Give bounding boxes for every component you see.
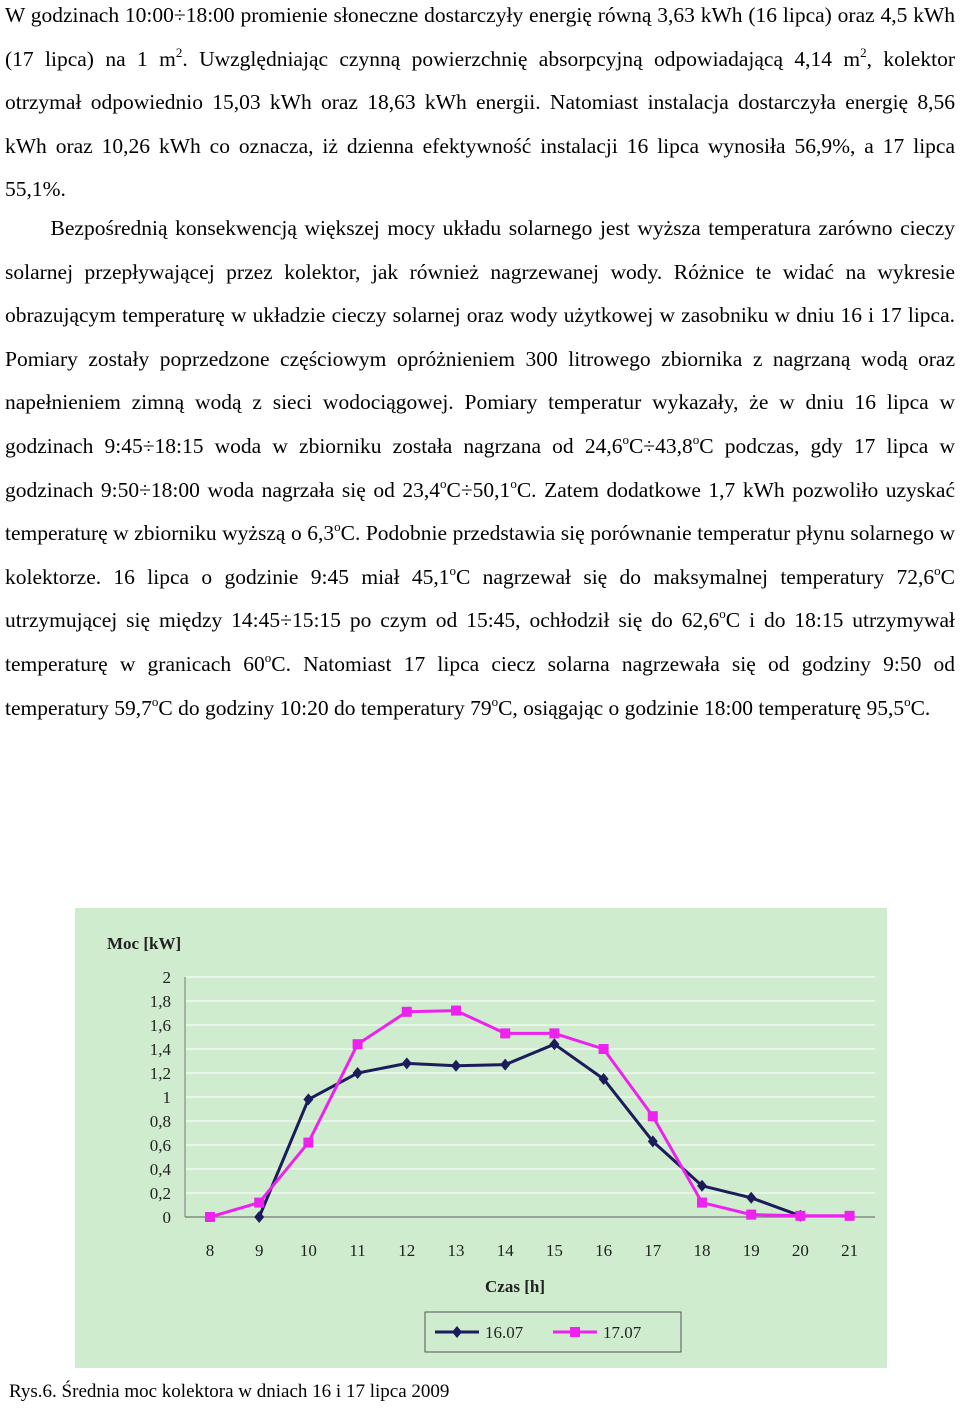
y-tick-label: 0,2	[149, 1184, 171, 1203]
degree-mark: o	[904, 693, 911, 709]
x-tick-label: 13	[447, 1241, 465, 1260]
text: C.	[910, 695, 931, 720]
data-point-square	[599, 1044, 609, 1054]
y-tick-label: 1	[162, 1088, 171, 1107]
text: C, osiągając o godzinie 18:00 temperaturę 95,5	[498, 695, 905, 720]
legend-label: 17.07	[603, 1323, 642, 1342]
text: C do godziny 10:20 do temperatury 79	[158, 695, 492, 720]
text: C. Zatem dodatkowe 1,7 kWh pozwoliło uzyskać temperaturę w zbiorniku wyższą o 6,3	[5, 477, 955, 546]
power-chart-svg	[75, 908, 887, 1368]
x-tick-label: 17	[644, 1241, 662, 1260]
x-tick-label: 9	[254, 1241, 264, 1260]
y-tick-label: 1,8	[149, 992, 171, 1011]
paragraph-energy-text-2: . Uwzględniając czynną powierzchnię absorpcyjną odpowiadającą 4,14 m	[182, 46, 861, 71]
y-tick-label: 0,6	[149, 1136, 171, 1155]
x-tick-label: 12	[398, 1241, 416, 1260]
degree-mark: o	[449, 562, 457, 578]
data-point-diamond	[402, 1057, 412, 1069]
data-point-square	[549, 1028, 559, 1038]
text: C i do 18:15 utrzymywał temperaturę w granicach 60	[5, 608, 955, 676]
text: C utrzymującej się między 14:45÷15:15 po czym od 15:45, ochłodził się do 62,6	[5, 564, 955, 633]
data-point-diamond	[303, 1093, 313, 1105]
x-tick-label: 15	[545, 1241, 563, 1260]
figure-caption: Rys.6. Średnia moc kolektora w dniach 16 i 17 lipca 2009	[9, 1381, 450, 1402]
degree-mark: o	[934, 562, 941, 578]
text: Bezpośrednią konsekwencją większej mocy układu solarnego jest wyższa temperatura zarówno cieczy solarnej przepływającej przez kolektor, jak również nagrzewanej wody. Różnice te widać na wykresie obrazującym temperaturę w układzie cieczy solarnej oraz wody użytkowej w zasobniku w dniu 16 i 17 lipca. Pomiary zostały poprzedzone częściowym opróżnieniem 300 litrowego zbiornika z nagrzaną wodą oraz napełnieniem zimną wodą z sieci wodociągowej. Pomiary temperatur wykazały, że w dniu 16 lipca w godzinach 9:45÷18:15 woda w zbiorniku została nagrzana od 24,6	[5, 216, 955, 458]
text: C podczas, gdy 17 lipca w godzinach 9:50÷18:00 woda nagrzała się od 23,4	[5, 433, 955, 502]
superscript-2: 2	[860, 44, 867, 60]
series-line-16.07	[259, 1044, 800, 1217]
x-tick-label: 16	[595, 1241, 613, 1260]
data-point-square	[451, 1006, 461, 1016]
degree-mark: o	[510, 475, 517, 491]
data-point-square	[795, 1211, 805, 1221]
data-point-square	[697, 1198, 707, 1208]
legend-marker-square	[570, 1327, 580, 1337]
x-tick-label: 20	[791, 1241, 809, 1260]
text: C÷43,8	[628, 433, 693, 458]
series-line-17.07	[210, 1011, 850, 1217]
data-point-diamond	[746, 1192, 756, 1204]
degree-mark: o	[334, 519, 341, 535]
data-point-diamond	[353, 1067, 363, 1079]
data-point-square	[746, 1210, 756, 1220]
degree-mark: o	[692, 431, 700, 447]
degree-mark: o	[622, 431, 629, 447]
x-axis-title: Czas [h]	[485, 1277, 545, 1296]
data-point-square	[254, 1198, 264, 1208]
power-chart	[75, 908, 887, 1368]
degree-mark: o	[491, 693, 499, 709]
data-point-square	[402, 1007, 412, 1017]
y-tick-label: 0,8	[149, 1112, 171, 1131]
y-tick-label: 0	[162, 1208, 171, 1227]
legend-label: 16.07	[485, 1323, 524, 1342]
x-tick-label: 14	[496, 1241, 514, 1260]
degree-mark: o	[264, 649, 272, 665]
x-tick-label: 11	[349, 1241, 366, 1260]
data-point-square	[205, 1212, 215, 1222]
degree-mark: o	[151, 693, 159, 709]
legend-marker-diamond	[452, 1326, 462, 1338]
data-point-square	[648, 1111, 658, 1121]
data-point-square	[845, 1211, 855, 1221]
x-tick-label: 21	[841, 1241, 859, 1260]
paragraph-energy-text-3: , kolektor otrzymał odpowiednio 15,03 kWh oraz 18,63 kWh energii. Natomiast instalacja dostarczyła energię 8,56 kWh oraz 10,26 kWh co oznacza, iż dzienna efektywność instalacji 16 lipca wynosiła 56,9%, a 17 lipca 55,1%.	[5, 46, 955, 202]
degree-mark: o	[440, 475, 447, 491]
y-tick-label: 2	[162, 968, 171, 987]
data-point-square	[353, 1039, 363, 1049]
paragraph-energy-text-1: W godzinach 10:00÷18:00 promienie słoneczne dostarczyły energię równą 3,63 kWh (16 lipca) oraz 4,5 kWh (17 lipca) na 1 m	[5, 3, 955, 71]
x-tick-label: 8	[205, 1241, 215, 1260]
x-tick-label: 18	[693, 1241, 711, 1260]
data-point-diamond	[254, 1211, 264, 1223]
superscript-2: 2	[175, 44, 183, 60]
data-point-diamond	[500, 1059, 510, 1071]
y-tick-label: 0,4	[149, 1160, 171, 1179]
text: C. Podobnie przedstawia się porównanie temperatur płynu solarnego w kolektorze. 16 lipca o godzinie 9:45 miał 45,1	[5, 521, 955, 589]
text: C nagrzewał się do maksymalnej temperatury 72,6	[456, 564, 935, 589]
paragraph-energy	[5, 0, 955, 212]
data-point-square	[500, 1028, 510, 1038]
data-point-diamond	[451, 1060, 461, 1072]
x-tick-label: 10	[299, 1241, 317, 1260]
y-tick-label: 1,6	[149, 1016, 171, 1035]
y-tick-label: 1,2	[149, 1064, 171, 1083]
data-point-square	[303, 1138, 313, 1148]
y-tick-label: 1,4	[149, 1040, 171, 1059]
x-tick-label: 19	[742, 1241, 760, 1260]
text: C. Natomiast 17 lipca ciecz solarna nagrzewała się od godziny 9:50 od temperatury 59,7	[5, 651, 955, 720]
text: C÷50,1	[446, 477, 511, 502]
degree-mark: o	[719, 606, 726, 622]
y-axis-title: Moc [kW]	[107, 934, 182, 953]
paragraph-temperature	[5, 207, 955, 730]
